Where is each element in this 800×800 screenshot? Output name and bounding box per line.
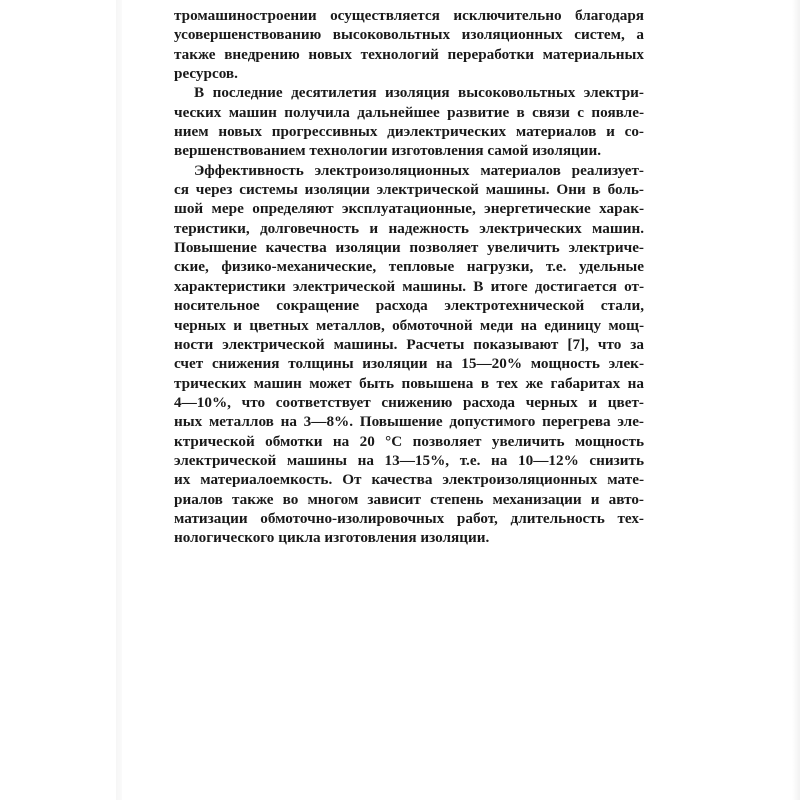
text-line: их материалоемкость. От качества электроизоляционных мате- [174,471,644,489]
text-line: ские, физико-механические, тепловые нагрузки, т.е. удельные [174,258,644,276]
text-line: вершенствованием технологии изготовления самой изоляции. [174,142,602,160]
body-text [174,6,644,548]
text-line: ктрической обмотки на 20 °С позволяет увеличить мощность [174,432,644,450]
text-line: также внедрению новых технологий переработки материальных [174,45,644,63]
text-line: ных металлов на 3—8%. Повышение допустимого перегрева эле- [174,413,644,431]
text-line: электрической машины на 13—15%, т.е. на 10—12% снизить [174,451,644,469]
text-line: счет снижения толщины изоляции на 15—20% мощность элек- [174,355,644,373]
text-line: ческих машин получила дальнейшее развитие в связи с появле- [174,103,644,121]
text-line: усовершенствованию высоковольтных изоляционных систем, а [174,26,644,44]
text-line: матизации обмоточно-изолировочных работ, длительность тех- [174,509,644,527]
text-line: риалов также во многом зависит степень механизации и авто- [174,490,644,508]
text-line: Эффективность электроизоляционных материалов реализует- [194,161,644,179]
text-line: теристики, долговечность и надежность электрических машин. [174,219,644,237]
text-line: характеристики электрической машины. В итоге достигается от- [174,277,644,295]
text-line: тромашиностроении осуществляется исключительно благодаря [174,7,644,24]
page-edge [116,0,122,800]
text-line: черных и цветных металлов, обмоточной меди на единицу мощ- [174,316,644,334]
text-line: ся через системы изоляции электрической машины. Они в боль- [174,181,644,199]
text-line: носительное сокращение расхода электротехнической стали, [174,297,644,315]
text-line: 4—10%, что соответствует снижению расхода черных и цвет- [174,393,644,411]
text-line: Повышение качества изоляции позволяет увеличить электриче- [174,239,644,257]
text-line: нологического цикла изготовления изоляции. [174,529,490,547]
text-line: нием новых прогрессивных диэлектрических материалов и со- [174,123,644,141]
text-line: ности электрической машины. Расчеты показывают [7], что за [174,335,644,353]
page-shadow [792,0,800,800]
text-line: ресурсов. [174,65,238,83]
text-line: трических машин может быть повышена в тех же габаритах на [174,374,644,392]
text-line: В последние десятилетия изоляция высоковольтных электри- [194,84,644,102]
text-line: шой мере определяют эксплуатационные, энергетические харак- [174,200,644,218]
